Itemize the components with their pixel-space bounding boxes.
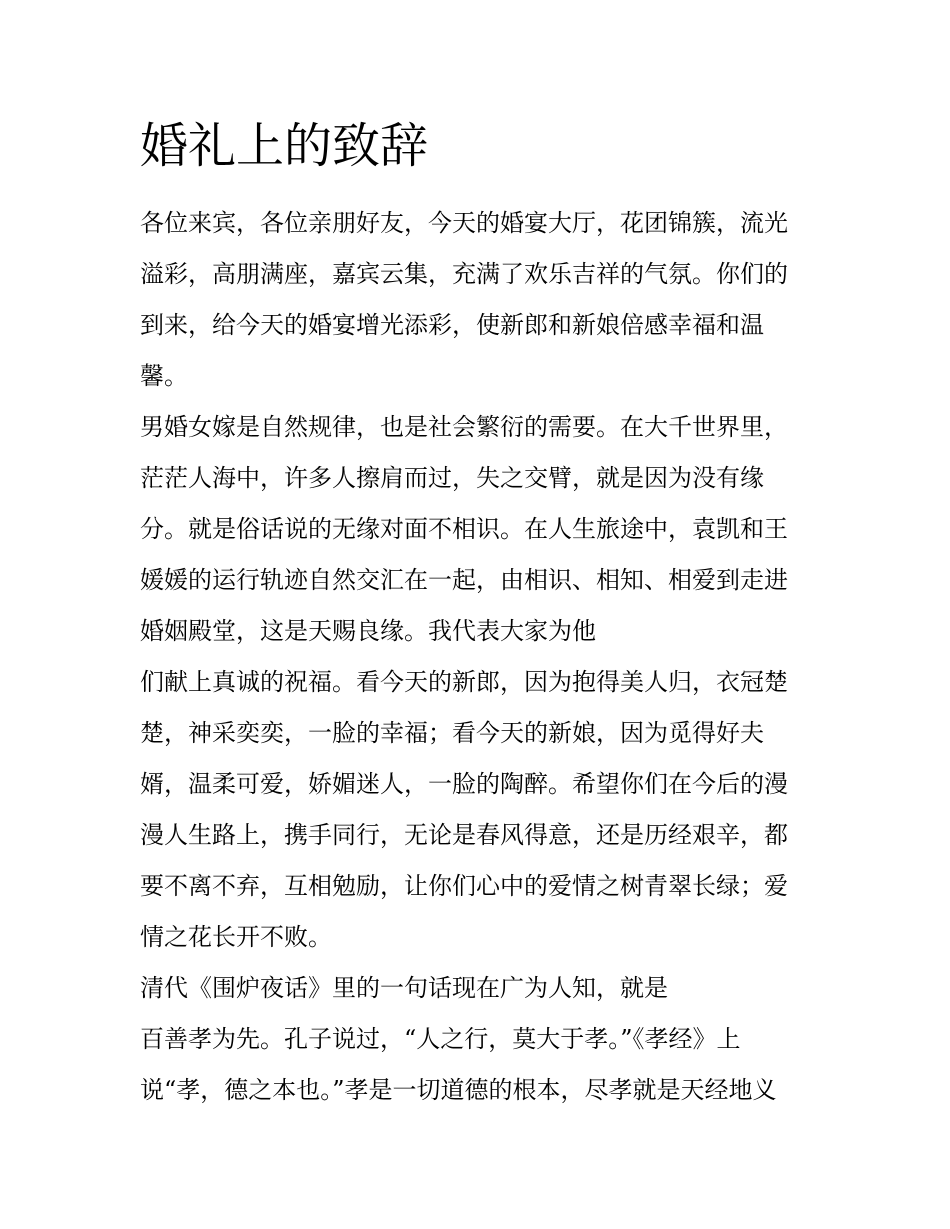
text-line: 男婚女嫁是自然规律，也是社会繁衍的需要。在大千世界里，	[140, 413, 788, 441]
document-body	[140, 198, 830, 1116]
text-line: 说“孝，德之本也。”孝是一切道德的根本，尽孝就是天经地义	[140, 1076, 777, 1104]
document-title: 婚礼上的致辞	[140, 118, 429, 174]
text-line: 漫人生路上，携手同行，无论是春风得意，还是历经艰辛，都	[140, 821, 788, 849]
text-line: 茫茫人海中，许多人擦肩而过，失之交臂，就是因为没有缘	[140, 464, 764, 492]
text-line: 婚姻殿堂，这是天赐良缘。我代表大家为他	[140, 617, 596, 645]
text-line: 各位来宾，各位亲朋好友，今天的婚宴大厅，花团锦簇，流光	[140, 209, 788, 237]
text-line: 溢彩，高朋满座，嘉宾云集，充满了欢乐吉祥的气氛。你们的	[140, 260, 788, 288]
text-line: 们献上真诚的祝福。看今天的新郎，因为抱得美人归，衣冠楚	[140, 668, 788, 696]
text-line: 楚，神采奕奕，一脸的幸福；看今天的新娘，因为觅得好夫	[140, 719, 764, 747]
text-line: 百善孝为先。孔子说过，“人之行，莫大于孝。”《孝经》上	[140, 1025, 741, 1053]
text-line: 要不离不弃，互相勉励，让你们心中的爱情之树青翠长绿；爱	[140, 872, 788, 900]
text-line: 到来，给今天的婚宴增光添彩，使新郎和新娘倍感幸福和温	[140, 311, 764, 339]
text-line: 情之花长开不败。	[140, 923, 332, 951]
text-line: 媛媛的运行轨迹自然交汇在一起，由相识、相知、相爱到走进	[140, 566, 788, 594]
text-line: 婿，温柔可爱，娇媚迷人，一脸的陶醉。希望你们在今后的漫	[140, 770, 788, 798]
text-line: 馨。	[140, 362, 188, 390]
text-line: 清代《围炉夜话》里的一句话现在广为人知，就是	[140, 974, 668, 1002]
text-line: 分。就是俗话说的无缘对面不相识。在人生旅途中，袁凯和王	[140, 515, 788, 543]
